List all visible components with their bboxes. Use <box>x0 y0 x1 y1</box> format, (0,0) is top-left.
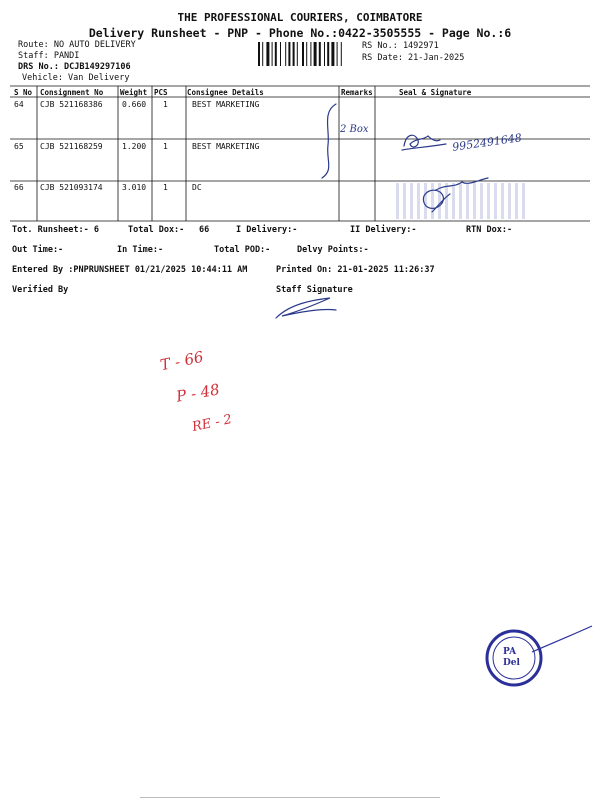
drs-number: DRS No.: DCJB149297106 <box>18 62 131 72</box>
row-66-sno: 66 <box>14 183 24 192</box>
tally-pod: P - 48 <box>174 380 222 406</box>
row-64-consignee: BEST MARKETING <box>192 100 260 109</box>
vehicle-label: Vehicle: Van Delivery <box>22 73 130 83</box>
delvy-points: Delvy Points:- <box>297 245 369 255</box>
row-64-sno: 64 <box>14 100 24 109</box>
tot-runsheet: Tot. Runsheet:- 6 <box>12 225 99 235</box>
col-header-sno: S No <box>14 88 33 97</box>
staff-label: Staff: PANDI <box>18 51 80 61</box>
col-header-seal: Seal & Signature <box>399 88 472 97</box>
row-65-pcs: 1 <box>163 142 168 151</box>
stamp-line-2: Del <box>503 658 520 668</box>
entered-by: Entered By :PNPRUNSHEET 01/21/2025 10:44:11 AM <box>12 265 248 275</box>
row-65-consignment: CJB 521168259 <box>40 142 103 151</box>
col-header-pcs: PCS <box>154 88 168 97</box>
in-time: In Time:- <box>117 245 164 255</box>
tally-total: T - 66 <box>158 347 206 375</box>
row-65-consignee: BEST MARKETING <box>192 142 260 151</box>
out-time: Out Time:- <box>12 245 64 255</box>
row-66-consignee: DC <box>192 183 202 192</box>
printed-on: Printed On: 21-01-2025 11:26:37 <box>276 265 435 275</box>
total-pod: Total POD:- <box>214 245 271 255</box>
verified-by: Verified By <box>12 285 69 295</box>
round-stamp <box>480 622 598 692</box>
faint-stamp-impression <box>396 183 526 219</box>
rs-number: RS No.: 1492971 <box>362 41 439 51</box>
col-header-consignee: Consignee Details <box>187 88 264 97</box>
col-header-weight: Weight <box>120 88 148 97</box>
company-title: THE PROFESSIONAL COURIERS, COIMBATORE <box>177 11 423 24</box>
col-header-consignment: Consignment No <box>40 88 104 97</box>
row-66-weight: 3.010 <box>122 183 147 192</box>
ii-delivery: II Delivery:- <box>350 225 417 235</box>
route-label: Route: NO AUTO DELIVERY <box>18 40 136 50</box>
stamp-line-1: PA <box>503 647 517 657</box>
row-65-weight: 1.200 <box>122 142 147 151</box>
row-64-consignment: CJB 521168386 <box>40 100 103 109</box>
row-64-pcs: 1 <box>163 100 168 109</box>
handwritten-remark: 2 Box <box>340 124 369 135</box>
staff-signature-label: Staff Signature <box>276 285 353 295</box>
page-edge-line <box>140 797 440 798</box>
row-64-weight: 0.660 <box>122 100 147 109</box>
row-66-consignment: CJB 521093174 <box>40 183 103 192</box>
runsheet-subtitle: Delivery Runsheet - PNP - Phone No.:0422-3505555 - Page No.:6 <box>88 26 512 40</box>
total-dox-label: Total Dox:- <box>128 225 185 235</box>
tally-return: RE - 2 <box>190 411 234 436</box>
rs-date: RS Date: 21-Jan-2025 <box>362 53 465 63</box>
i-delivery: I Delivery:- <box>236 225 298 235</box>
rtn-dox: RTN Dox:- <box>466 225 513 235</box>
total-dox-value: 66 <box>199 225 210 235</box>
row-65-sno: 65 <box>14 142 24 151</box>
handwritten-phone: 9952491648 <box>451 131 523 154</box>
col-header-remarks: Remarks <box>341 88 373 97</box>
row-66-pcs: 1 <box>163 183 168 192</box>
